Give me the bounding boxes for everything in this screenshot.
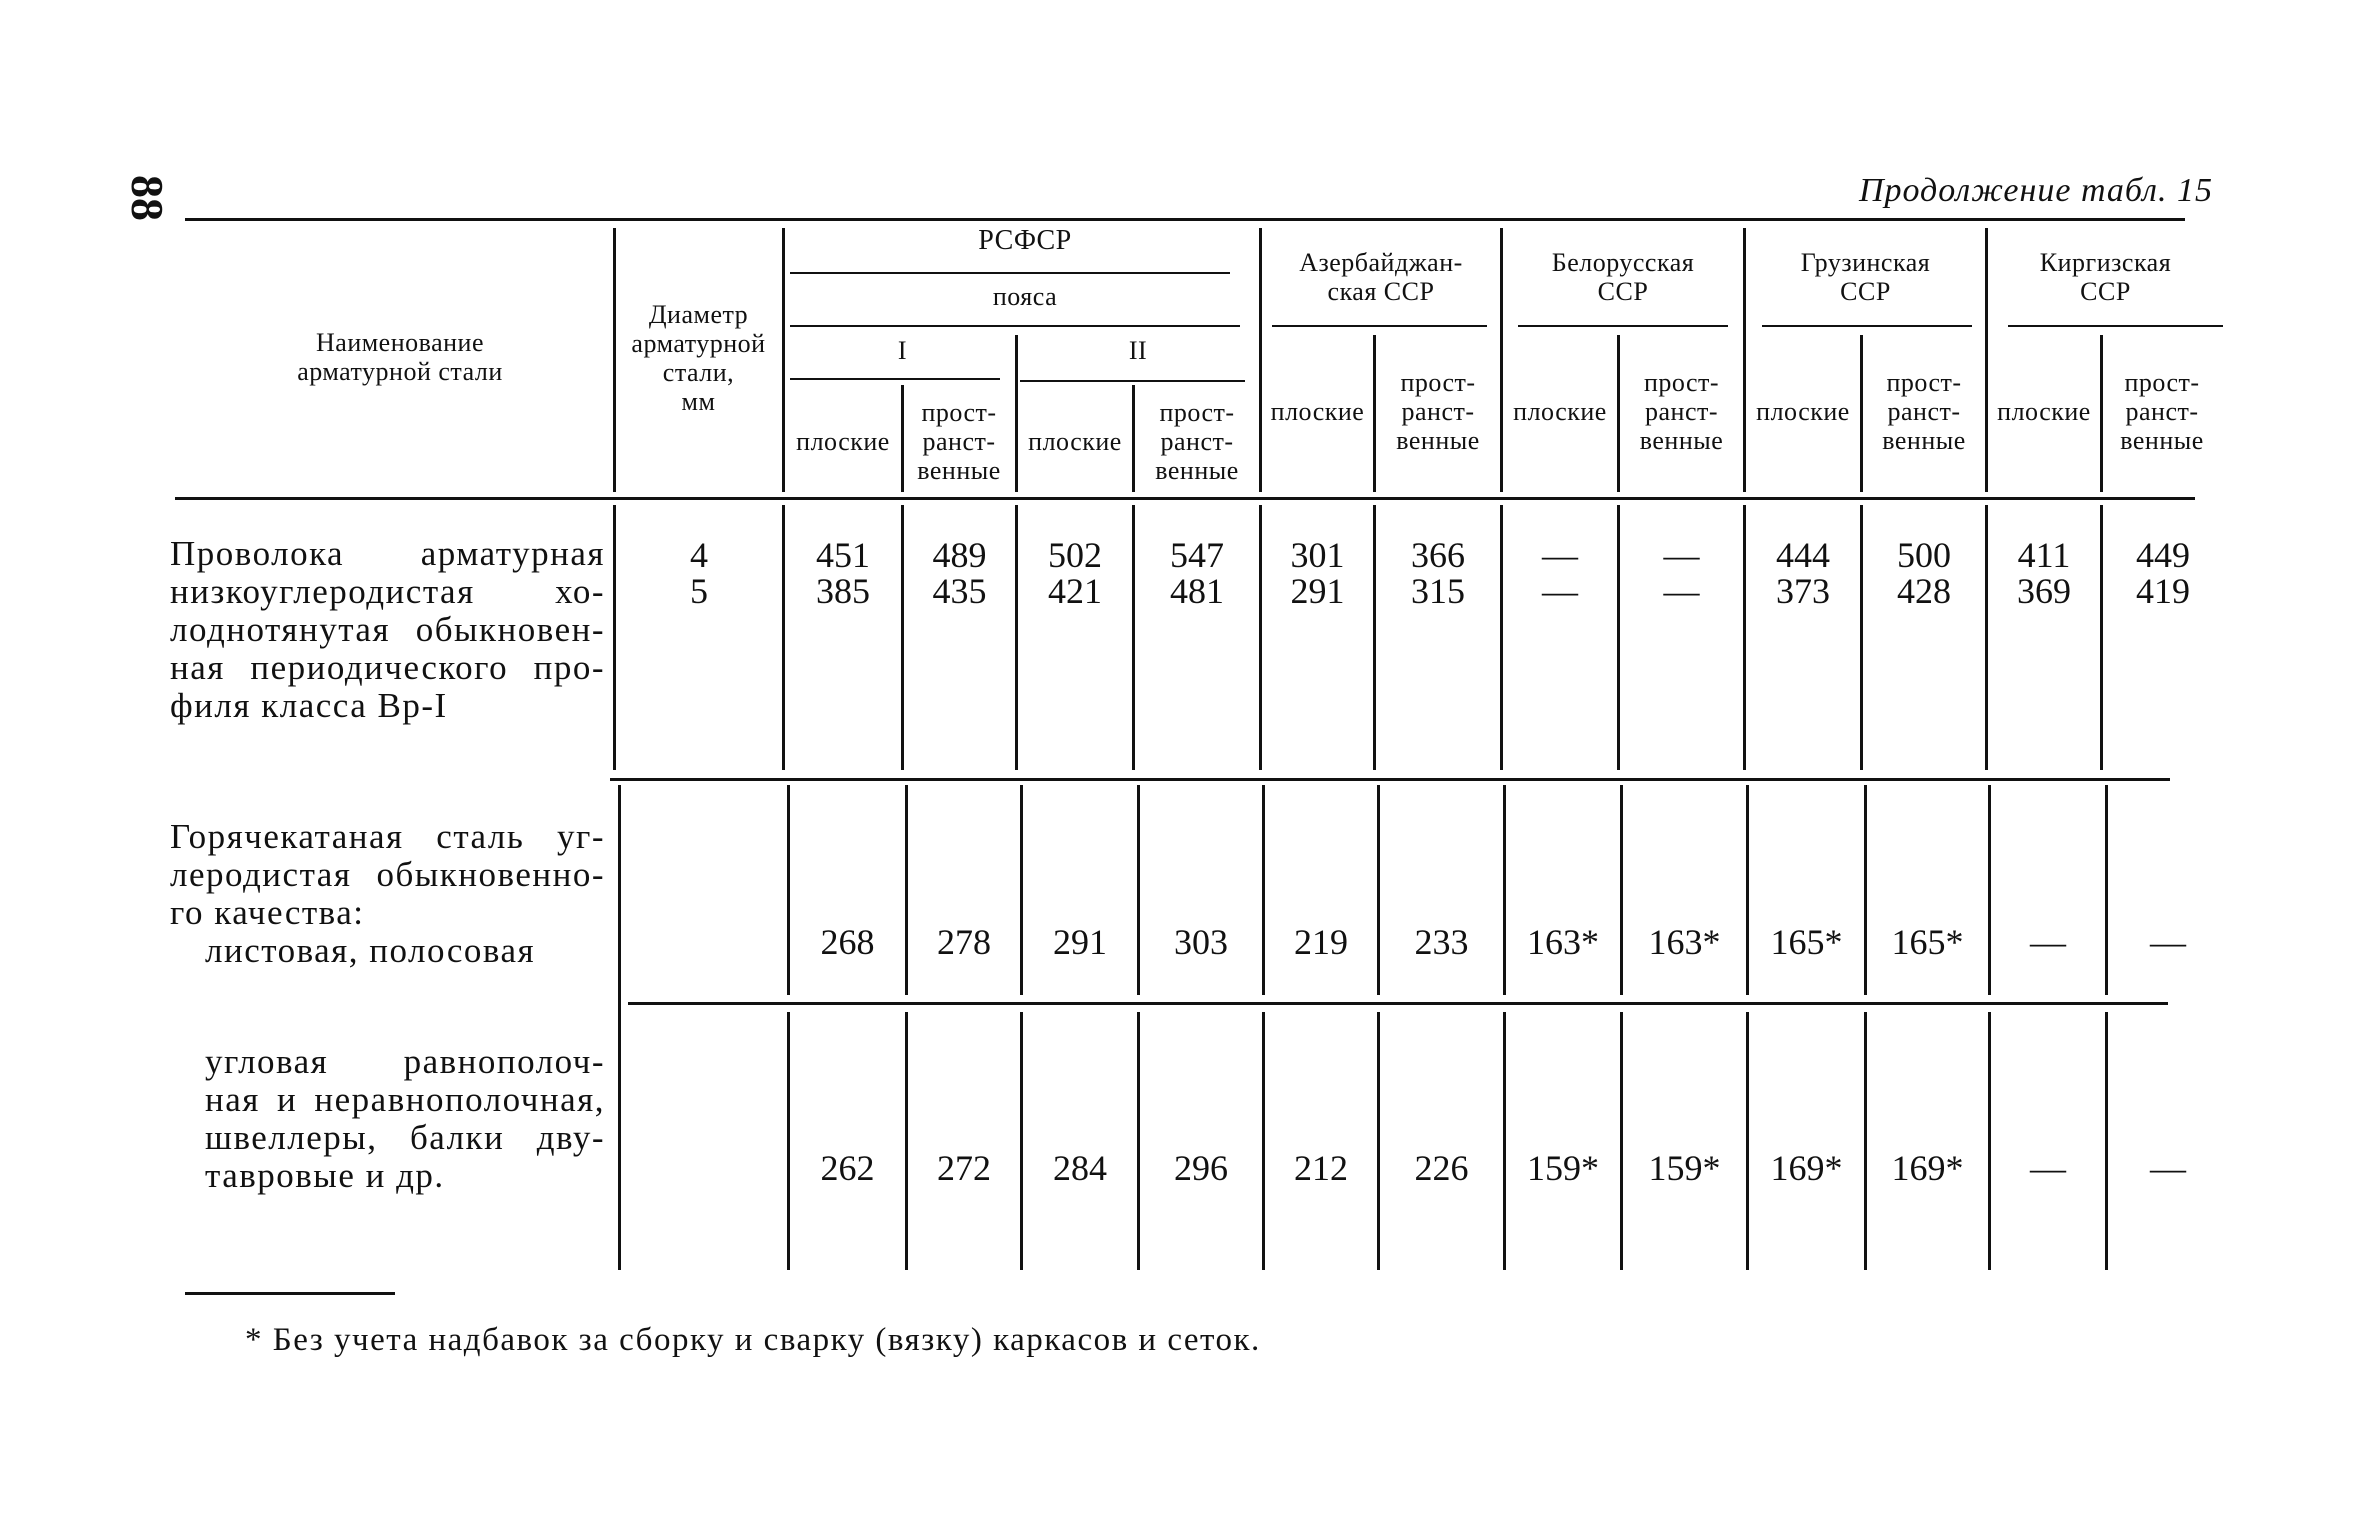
table-caption: Продолжение табл. 15 bbox=[1858, 172, 2213, 209]
header-name-line: арматурной стали bbox=[297, 357, 503, 386]
subhead-spatial-line: ранст- bbox=[2125, 397, 2199, 426]
wire-cell bbox=[1746, 537, 1860, 609]
angle-value: 226 bbox=[1414, 1148, 1469, 1188]
subhead-spatial bbox=[1619, 368, 1744, 455]
header-diam-line: арматурной bbox=[631, 329, 766, 358]
angle-value: 272 bbox=[937, 1148, 991, 1188]
wire-value: 502 bbox=[1048, 535, 1102, 575]
hot-name bbox=[170, 818, 605, 932]
header-region-kg bbox=[1988, 248, 2223, 306]
angle-value: 169* bbox=[1891, 1148, 1964, 1188]
subhead-spatial-line: ранст- bbox=[1160, 427, 1234, 456]
wire-value: 373 bbox=[1776, 571, 1830, 611]
angle-value: 159* bbox=[1527, 1148, 1599, 1188]
vline-a-10 bbox=[1864, 1012, 1867, 1270]
subhead-spatial-line: венные bbox=[917, 456, 1001, 485]
sheet-value: 268 bbox=[820, 922, 875, 962]
header-region-az bbox=[1262, 248, 1500, 306]
rule-belts bbox=[790, 325, 1240, 327]
vline-s-8 bbox=[1620, 785, 1623, 995]
wire-value: 428 bbox=[1897, 571, 1951, 611]
header-belt-1: I bbox=[897, 336, 908, 365]
header-region-line: ССР bbox=[1840, 277, 1891, 306]
wire-value: 385 bbox=[816, 571, 870, 611]
rule-by bbox=[1518, 325, 1728, 327]
sheet-value: 219 bbox=[1294, 922, 1348, 962]
wire-diam bbox=[616, 537, 782, 609]
header-region-line: ССР bbox=[1597, 277, 1649, 306]
footnote: * Без учета надбавок за сборку и сварку (вязку) каркасов и сеток. bbox=[245, 1322, 1261, 1358]
wire-cell bbox=[1018, 537, 1132, 609]
wire-cell bbox=[1503, 537, 1617, 609]
sheet-value: 163* bbox=[1527, 922, 1599, 962]
wire-value: 366 bbox=[1411, 535, 1465, 575]
wire-value: 411 bbox=[2017, 535, 2071, 575]
angle-name-line: швеллеры, балки дву- bbox=[205, 1118, 605, 1157]
rule-belt2 bbox=[1020, 380, 1245, 382]
vline-s-1 bbox=[787, 785, 790, 995]
hot-name-line: го качества: bbox=[170, 893, 365, 932]
subhead-spatial-line: прост- bbox=[2124, 368, 2200, 397]
rule-top bbox=[185, 218, 2185, 221]
subhead-spatial-line: ранст- bbox=[1644, 397, 1718, 426]
rule-rsfsr bbox=[790, 272, 1230, 274]
rule-header-bottom bbox=[175, 497, 2195, 500]
page-number: 88 bbox=[122, 175, 173, 221]
vline-a-7 bbox=[1503, 1012, 1506, 1270]
subhead-spatial-line: венные bbox=[1882, 426, 1966, 455]
vline-s-4 bbox=[1137, 785, 1140, 995]
subhead-flat: плоские bbox=[1513, 397, 1607, 426]
wire-value: — bbox=[1542, 535, 1578, 575]
angle-name bbox=[205, 1043, 605, 1195]
rule-wire-bottom bbox=[610, 778, 2170, 781]
wire-name-line: филя класса Вр-I bbox=[170, 686, 448, 725]
vline-s-7 bbox=[1503, 785, 1506, 995]
angle-value: — bbox=[2030, 1148, 2066, 1188]
sheet-value: 165* bbox=[1770, 922, 1843, 962]
subhead-spatial-line: прост- bbox=[921, 398, 997, 427]
wire-value: 481 bbox=[1170, 571, 1224, 611]
sheet-value: — bbox=[2030, 922, 2066, 962]
angle-value: 284 bbox=[1053, 1148, 1107, 1188]
rule-ge bbox=[1762, 325, 1972, 327]
angle-value: — bbox=[2150, 1148, 2186, 1188]
angle-value: 296 bbox=[1174, 1148, 1228, 1188]
wire-cell bbox=[1863, 537, 1985, 609]
wire-value: — bbox=[1663, 571, 1700, 611]
wire-value: 419 bbox=[2136, 571, 2190, 611]
vline-a-5 bbox=[1262, 1012, 1265, 1270]
vline-s-3 bbox=[1020, 785, 1023, 995]
vline-a-4 bbox=[1137, 1012, 1140, 1270]
subhead-spatial-line: прост- bbox=[1400, 368, 1476, 397]
header-region-line: Белорусская bbox=[1551, 248, 1695, 277]
rule-kg bbox=[2008, 325, 2223, 327]
wire-value: 435 bbox=[932, 571, 987, 611]
subhead-spatial bbox=[903, 398, 1015, 485]
subhead-flat: плоские bbox=[1028, 427, 1122, 456]
wire-name-line: ная периодического про- bbox=[170, 648, 605, 687]
wire-diam-value: 4 bbox=[690, 535, 708, 575]
header-diam-line: Диаметр bbox=[648, 300, 749, 329]
subhead-spatial bbox=[1862, 368, 1986, 455]
header-diam-line: стали, bbox=[662, 358, 735, 387]
subhead-spatial bbox=[1375, 368, 1501, 455]
wire-value: — bbox=[1542, 571, 1578, 611]
angle-value: 212 bbox=[1294, 1148, 1348, 1188]
subhead-spatial-line: прост- bbox=[1159, 398, 1235, 427]
vline-s-12 bbox=[2105, 785, 2108, 995]
wire-name bbox=[170, 535, 605, 725]
subhead-spatial-line: прост- bbox=[1886, 368, 1962, 397]
hot-name-line: леродистая обыкновенно- bbox=[170, 855, 605, 894]
rule-az bbox=[1272, 325, 1487, 327]
wire-cell bbox=[2103, 537, 2223, 609]
angle-name-line: ная и неравнополочная, bbox=[205, 1080, 605, 1119]
header-belt-2: II bbox=[1128, 336, 1148, 365]
header-name-col bbox=[200, 328, 600, 386]
wire-name-line: Проволока арматурная bbox=[170, 534, 605, 573]
rule-belt1 bbox=[790, 378, 1000, 380]
wire-cell bbox=[785, 537, 901, 609]
vline-s-0 bbox=[618, 785, 621, 1270]
wire-name-line: низкоуглеродистая хо- bbox=[170, 572, 605, 611]
subhead-spatial-line: венные bbox=[1155, 456, 1239, 485]
sheet-value: 233 bbox=[1414, 922, 1469, 962]
sheet-name bbox=[205, 932, 605, 970]
footnote-rule bbox=[185, 1292, 395, 1295]
wire-value: 421 bbox=[1048, 571, 1102, 611]
vline-s-11 bbox=[1988, 785, 1991, 995]
wire-value: 301 bbox=[1290, 535, 1345, 575]
wire-value: 451 bbox=[816, 535, 870, 575]
wire-value: 315 bbox=[1411, 571, 1465, 611]
vline-a-11 bbox=[1988, 1012, 1991, 1270]
angle-value: 169* bbox=[1770, 1148, 1843, 1188]
vline-a-3 bbox=[1020, 1012, 1023, 1270]
header-diam-line: мм bbox=[681, 387, 716, 416]
vline-a-12 bbox=[2105, 1012, 2108, 1270]
wire-cell bbox=[1376, 537, 1500, 609]
angle-name-line: тавровые и др. bbox=[205, 1156, 445, 1195]
vline-s-6 bbox=[1377, 785, 1380, 995]
wire-value: — bbox=[1663, 535, 1700, 575]
header-diam-col bbox=[596, 300, 801, 416]
vline-s-9 bbox=[1746, 785, 1749, 995]
header-region-line: Грузинская bbox=[1800, 248, 1931, 277]
subhead-spatial-line: ранст- bbox=[922, 427, 996, 456]
subhead-flat: плоские bbox=[1270, 397, 1365, 426]
header-rsfsr: РСФСР bbox=[978, 225, 1072, 256]
vline-s-5 bbox=[1262, 785, 1265, 995]
angle-value: 262 bbox=[820, 1148, 875, 1188]
wire-cell bbox=[1135, 537, 1259, 609]
subhead-spatial-line: прост- bbox=[1643, 368, 1720, 397]
header-region-line: Киргизская bbox=[2039, 248, 2172, 277]
sheet-value: 303 bbox=[1174, 922, 1228, 962]
wire-value: 500 bbox=[1897, 535, 1951, 575]
header-region-line: ССР bbox=[2080, 277, 2131, 306]
sheet-value: 163* bbox=[1648, 922, 1721, 962]
subhead-spatial-line: венные bbox=[1639, 426, 1724, 455]
header-region-by bbox=[1503, 248, 1743, 306]
header-belts: пояса bbox=[992, 282, 1058, 311]
sheet-value: 278 bbox=[937, 922, 991, 962]
header-region-ge bbox=[1746, 248, 1985, 306]
wire-value: 449 bbox=[2136, 535, 2190, 575]
wire-value: 369 bbox=[2017, 571, 2071, 611]
wire-value: 489 bbox=[932, 535, 987, 575]
subhead-spatial-line: венные bbox=[1396, 426, 1480, 455]
subhead-flat: плоские bbox=[1756, 397, 1850, 426]
wire-cell bbox=[904, 537, 1015, 609]
subhead-spatial bbox=[2102, 368, 2222, 455]
angle-value: 159* bbox=[1648, 1148, 1721, 1188]
vline-a-8 bbox=[1620, 1012, 1623, 1270]
subhead-spatial-line: ранст- bbox=[1401, 397, 1475, 426]
sheet-value: 165* bbox=[1891, 922, 1964, 962]
subhead-spatial-line: венные bbox=[2120, 426, 2204, 455]
angle-name-line: угловая равнополоч- bbox=[205, 1042, 605, 1081]
wire-cell bbox=[1988, 537, 2100, 609]
header-region-line: Азербайджан- bbox=[1299, 248, 1463, 277]
subhead-flat: плоские bbox=[796, 427, 890, 456]
vline-a-9 bbox=[1746, 1012, 1749, 1270]
wire-value: 291 bbox=[1290, 571, 1345, 611]
vline-a-2 bbox=[905, 1012, 908, 1270]
wire-value: 444 bbox=[1776, 535, 1830, 575]
wire-cell bbox=[1620, 537, 1743, 609]
header-region-line: ская ССР bbox=[1327, 277, 1435, 306]
sheet-name-line: листовая, полосовая bbox=[205, 931, 536, 970]
wire-cell bbox=[1262, 537, 1373, 609]
wire-value: 547 bbox=[1170, 535, 1224, 575]
vline-s-2 bbox=[905, 785, 908, 995]
rule-sheet-bottom bbox=[628, 1002, 2168, 1005]
vline-a-6 bbox=[1377, 1012, 1380, 1270]
subhead-flat: плоские bbox=[1997, 397, 2091, 426]
vline-s-10 bbox=[1864, 785, 1867, 995]
vline-a-1 bbox=[787, 1012, 790, 1270]
hot-name-line: Горячекатаная сталь уг- bbox=[170, 817, 605, 856]
header-name-line: Наименование bbox=[316, 328, 484, 357]
sheet-value: 291 bbox=[1053, 922, 1107, 962]
subhead-spatial-line: ранст- bbox=[1887, 397, 1961, 426]
subhead-spatial bbox=[1134, 398, 1260, 485]
wire-diam-value: 5 bbox=[690, 571, 708, 611]
sheet-value: — bbox=[2150, 922, 2186, 962]
wire-name-line: лоднотянутая обыкновен- bbox=[170, 610, 605, 649]
